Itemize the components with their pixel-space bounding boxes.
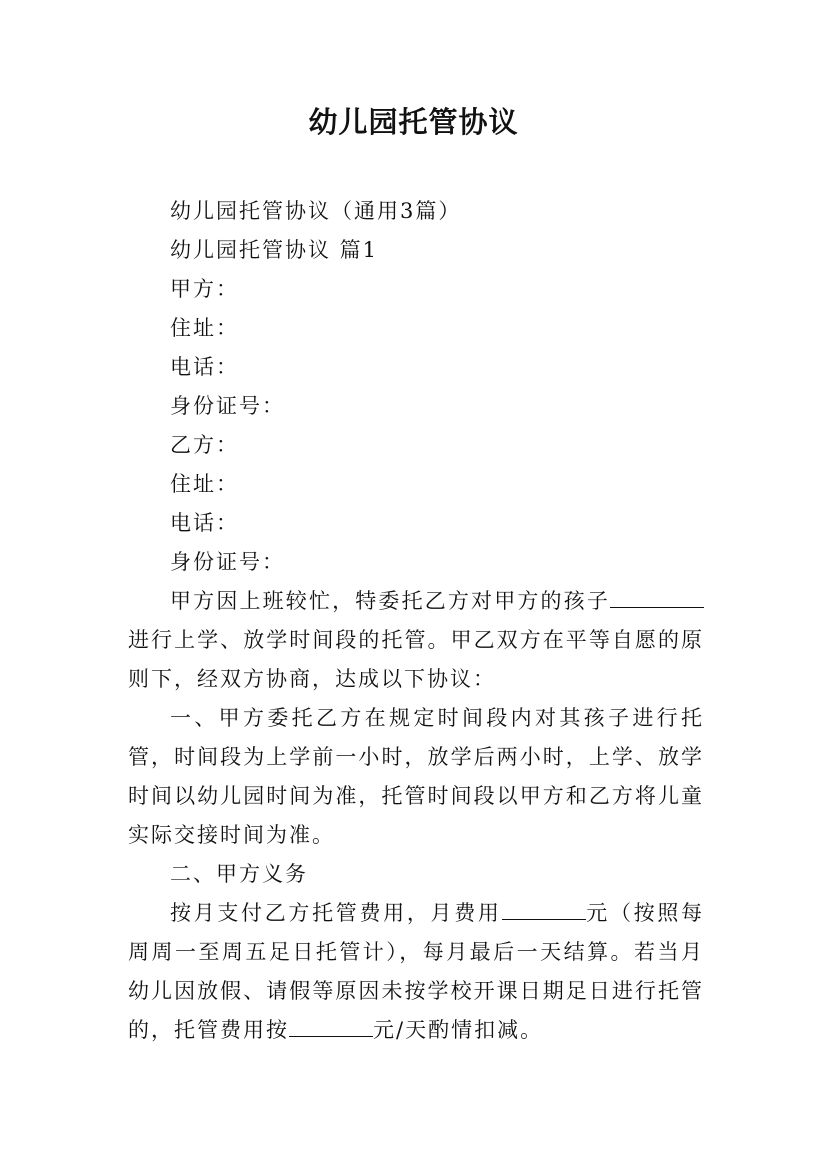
party-a-id-number: 身份证号： xyxy=(170,394,285,418)
clause-2-heading: 二、甲方义务 xyxy=(170,862,308,886)
document-subtitle: 幼儿园托管协议（通用3篇） xyxy=(170,199,462,223)
monthly-fee-blank xyxy=(502,897,586,920)
fee-paragraph xyxy=(128,894,704,1050)
party-a-label: 甲方： xyxy=(170,277,239,301)
document-body xyxy=(128,192,704,1050)
daily-deduction-blank xyxy=(289,1014,373,1037)
party-b-address: 住址： xyxy=(170,472,239,496)
party-b-phone: 电话： xyxy=(170,511,239,535)
party-b-label: 乙方： xyxy=(170,433,239,457)
fee-text-middle: 元（按照每周周一至周五足日托管计），每月最后一天结算。若当月幼儿因放假、请假等原因未按学校开课日期足日进行托管的，托管费用按 xyxy=(128,901,704,1042)
intro-paragraph xyxy=(128,582,704,699)
clause-1-paragraph: 一、甲方委托乙方在规定时间段内对其孩子进行托管，时间段为上学前一小时，放学后两小时，上学、放学时间以幼儿园时间为准，托管时间段以甲方和乙方将儿童实际交接时间为准。 xyxy=(128,706,704,847)
intro-text-start: 甲方因上班较忙，特委托乙方对甲方的孩子 xyxy=(170,589,610,613)
party-a-address: 住址： xyxy=(170,316,239,340)
child-name-blank xyxy=(610,585,704,608)
fee-text-start: 按月支付乙方托管费用，月费用 xyxy=(170,901,502,925)
party-b-id-number: 身份证号： xyxy=(170,550,285,574)
party-a-phone: 电话： xyxy=(170,355,239,379)
document-title: 幼儿园托管协议 xyxy=(308,105,519,139)
section-heading: 幼儿园托管协议 篇1 xyxy=(170,238,379,262)
intro-text-end: 进行上学、放学时间段的托管。甲乙双方在平等自愿的原则下，经双方协商，达成以下协议： xyxy=(128,628,704,691)
fee-text-end: 元/天酌情扣减。 xyxy=(373,1018,544,1042)
